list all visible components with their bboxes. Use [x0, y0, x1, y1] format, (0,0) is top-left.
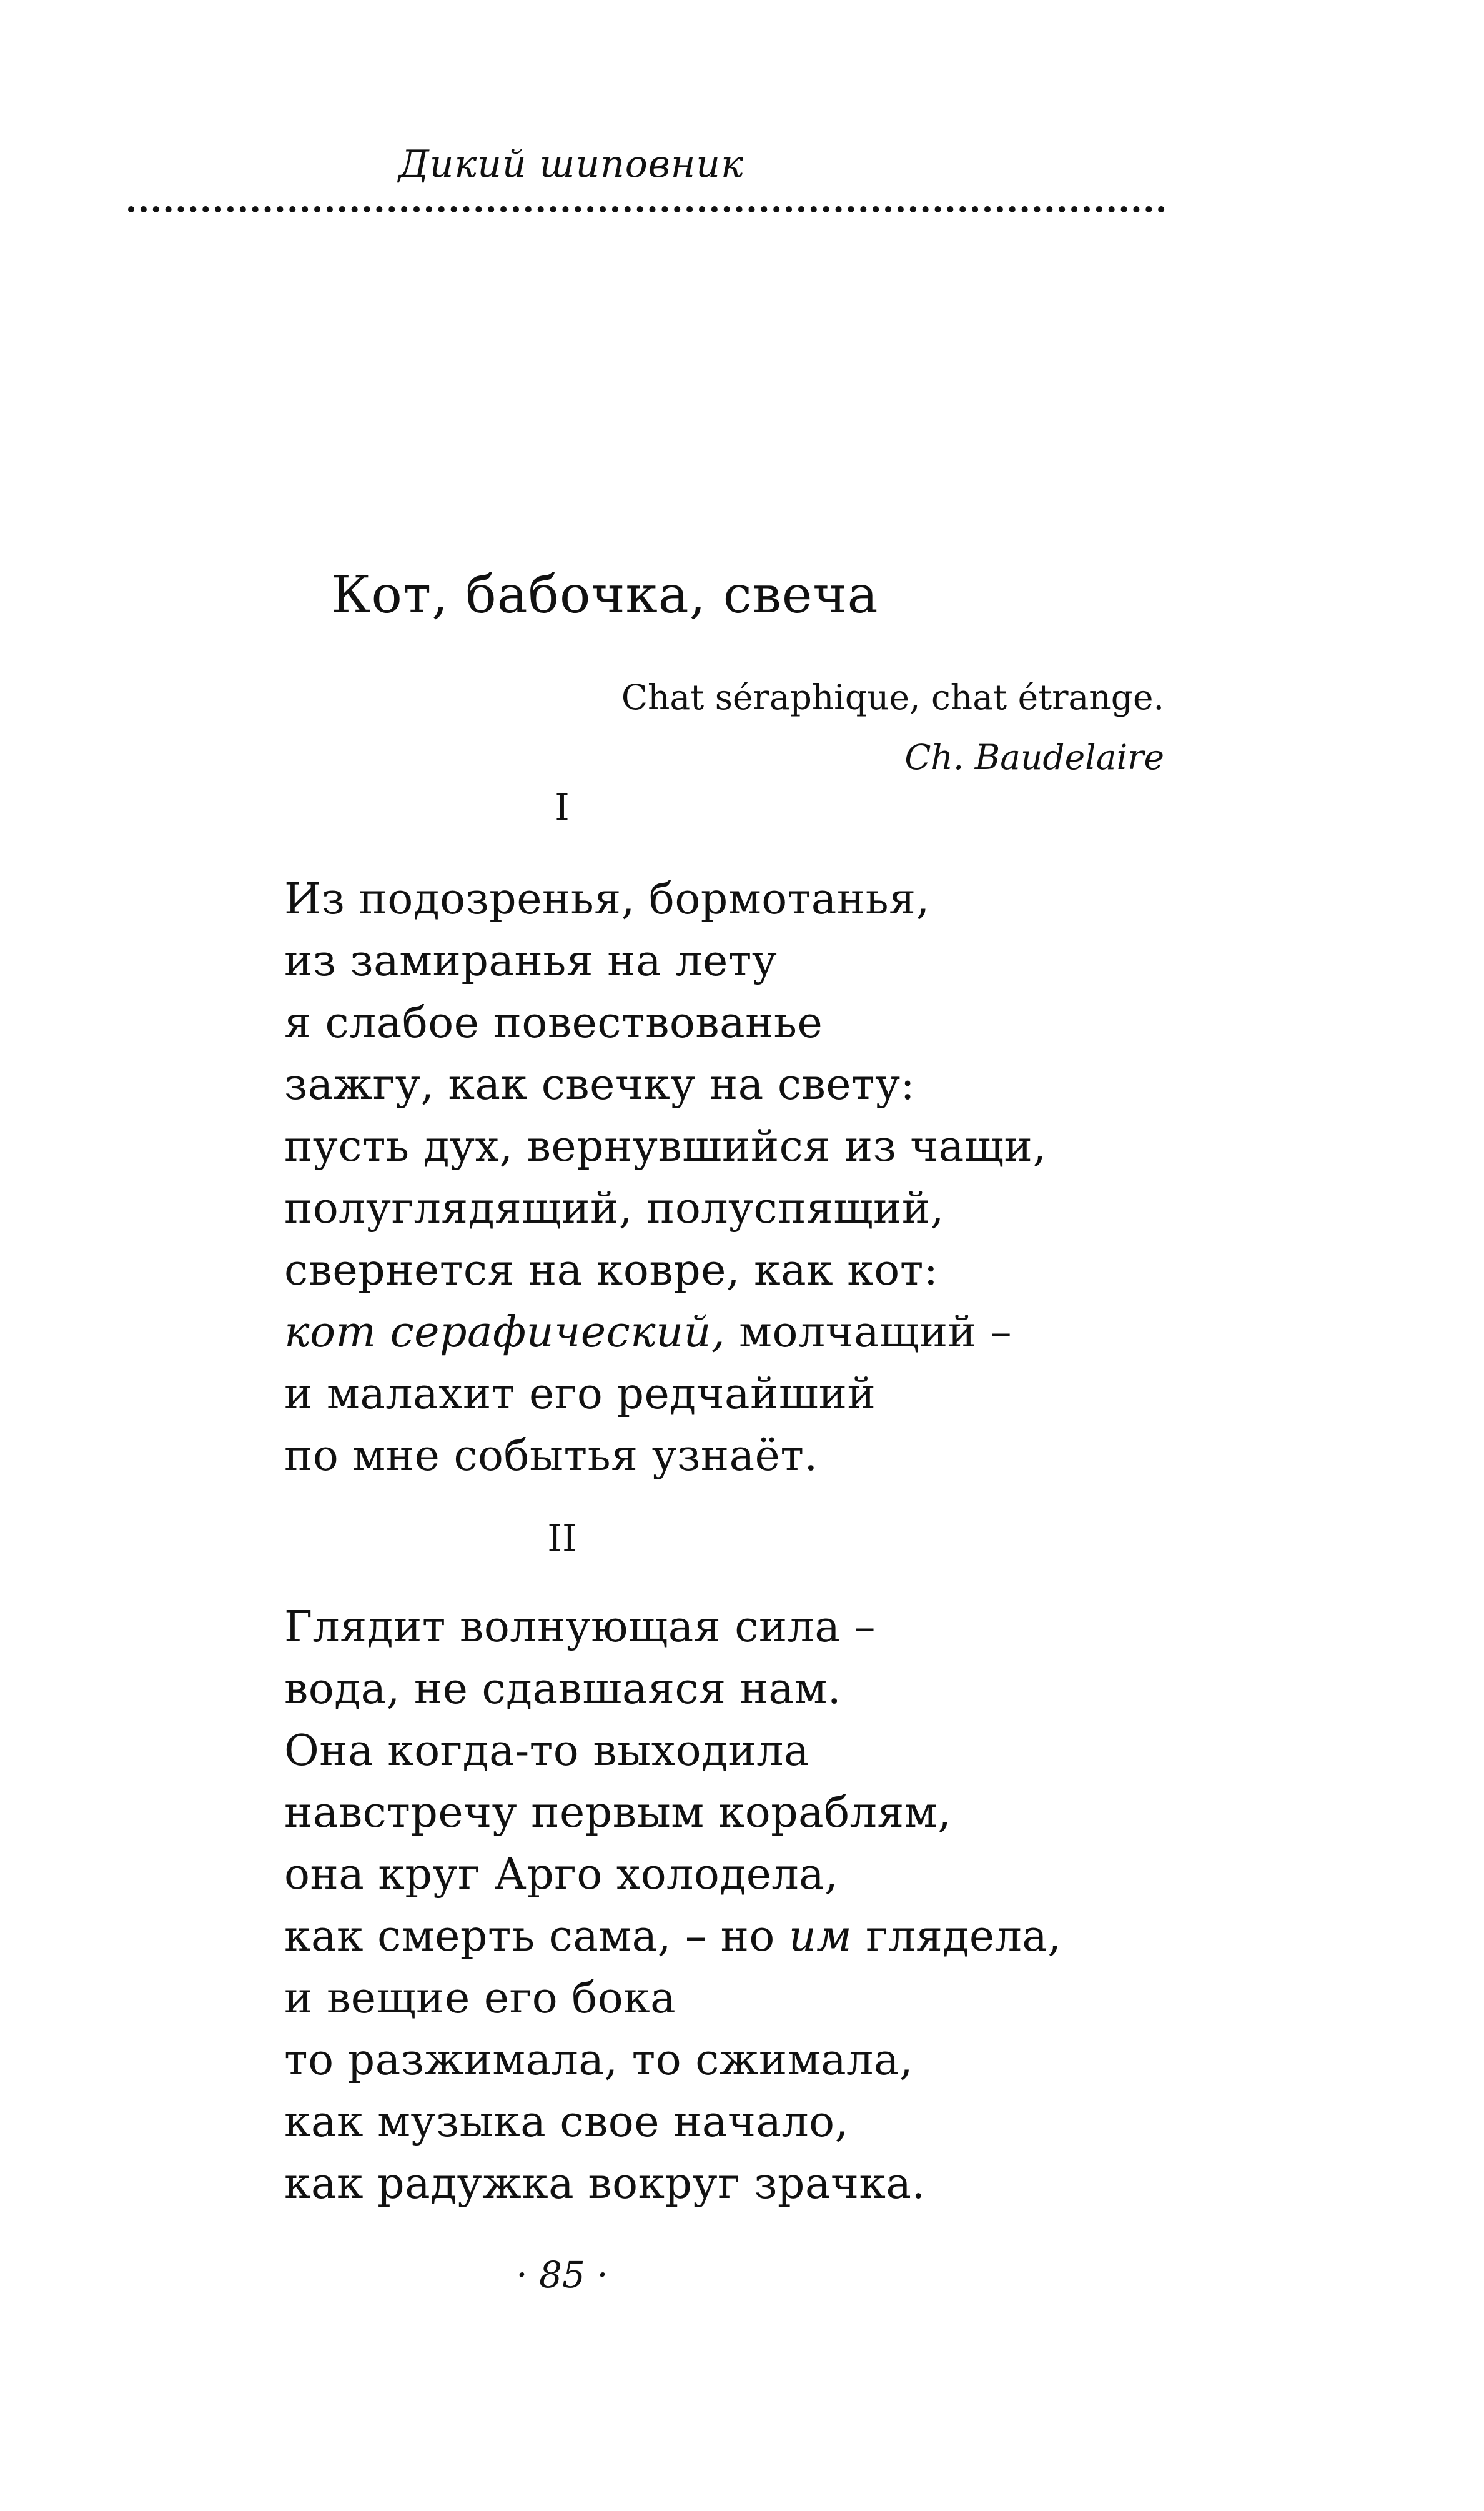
verse-line: по мне событья узнаёт.	[284, 1431, 818, 1481]
poem-title: Кот, бабочка, свеча	[331, 565, 879, 625]
stanza-2	[284, 1596, 1061, 2215]
verse-line: и вещие его бока	[284, 1974, 676, 2023]
running-head: Дикий шиповник	[398, 142, 744, 186]
verse-line: она круг Арго холодела,	[284, 1850, 839, 1899]
page-number: · 85 ·	[516, 2254, 608, 2296]
verse-line: как радужка вокруг зрачка.	[284, 2159, 926, 2209]
verse-line	[284, 1301, 1046, 1363]
verse-line: свернется на ковре, как кот:	[284, 1246, 939, 1295]
verse-line-start: как смерть сама, – но	[284, 1912, 789, 1961]
verse-line-end: глядела,	[852, 1912, 1062, 1961]
stanza-1	[284, 868, 1046, 1487]
dotted-rule	[128, 206, 1165, 212]
epigraph-author: Ch. Baudelaire	[904, 737, 1164, 777]
verse-line: Из подозренья, бормотанья,	[284, 875, 930, 924]
verse-line: Она когда-то выходила	[284, 1726, 809, 1776]
verse-line: зажгу, как свечку на свету:	[284, 1060, 916, 1110]
verse-line: пусть дух, вернувшийся из чащи,	[284, 1122, 1047, 1171]
verse-emphasis: кот серафический,	[284, 1308, 725, 1357]
verse-line: из замиранья на лету	[284, 937, 778, 986]
verse-line: навстречу первым кораблям,	[284, 1788, 952, 1837]
epigraph	[621, 667, 1164, 787]
verse-line: вода, не сдавшаяся нам.	[284, 1664, 841, 1714]
section-number-2: II	[547, 1517, 577, 1561]
verse-line: Глядит волнующая сила –	[284, 1603, 876, 1652]
verse-line: то разжимала, то сжимала,	[284, 2036, 914, 2085]
verse-line: я слабое повествованье	[284, 998, 823, 1048]
verse-line: полуглядящий, полуспящий,	[284, 1184, 944, 1233]
verse-line: как музыка свое начало,	[284, 2097, 849, 2147]
verse-line-rest: молчащий –	[725, 1308, 1012, 1357]
verse-emphasis: им	[788, 1912, 853, 1961]
verse-line	[284, 1906, 1061, 1967]
verse-line: и малахит его редчайший	[284, 1370, 876, 1419]
section-number-1: I	[555, 786, 570, 830]
epigraph-text: Chat séraphique, chat étrange.	[621, 677, 1164, 717]
